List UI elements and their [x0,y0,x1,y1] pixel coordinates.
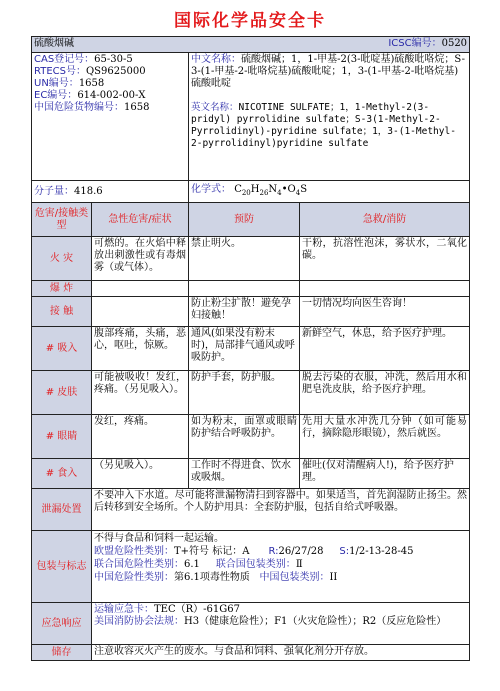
identifier-list: CAS登记号：65-30-5 RTECS号：QS9625000 UN编号：1658 EC编号：614-002-00-X 中国危险货物编号：1658 [32,53,189,181]
chemical-name: 硫酸烟碱 [32,37,335,53]
hazard-first-aid: 新鲜空气，休息，给予医疗护理。 [300,327,470,371]
spill-label: 泄漏处置 [32,489,92,531]
hazard-label: # 食入 [32,459,92,489]
hazard-row [32,281,470,297]
col-header-first-aid: 急救/消防 [300,203,470,237]
packaging-details: 不得与食品和饲料一起运输。 欧盟危险性类别：T+符号 标记：A R:26/27/28 S:1/2-13-28-45 联合国危险性类别：6.1 联合国包装类别：Ⅱ 中国危险性类别：第6.1项毒性物质 中国包装类别：II [92,531,470,603]
hazard-label: 火 灾 [32,237,92,281]
emergency-row [32,603,470,645]
hazard-first-aid: 一切情况均向医生咨询！ [300,297,470,327]
hazard-row [32,297,470,327]
hazard-symptoms: 腹部疼痛，头痛，恶心，呕吐，惊厥。 [92,327,189,371]
card-title: 国际化学品安全卡 [174,11,326,31]
storage-text: 注意收容灭火产生的废水。与食品和饲料、强氧化剂分开存放。 [92,645,470,661]
hazard-header-row [32,203,470,237]
hazard-prevention: 工作时不得进食、饮水或吸烟。 [189,459,300,489]
hazard-row [32,327,470,371]
packaging-row [32,531,470,603]
identifiers-row [32,53,470,181]
hazard-first-aid: 先用大量水冲洗几分钟（如可能易行，摘除隐形眼镜），然后就医。 [300,415,470,459]
hazard-first-aid [300,281,470,297]
emergency-details: 运输应急卡：TEC（R）-61G67 美国消防协会法规：H3（健康危险性）；F1（火灾危险性）；R2（反应危险性） [92,603,470,645]
chinese-name: 中文名称：硫酸烟碱；1，1-甲基-2(3-吡啶基)硫酸吡咯烷；S-3-(1-甲基-2-吡咯烷基)硫酸吡啶；1，3-(1-甲基-2-吡咯烷基)硫酸吡啶 [191,54,465,89]
col-header-type: 危害/接触类型 [32,203,92,237]
hazard-label: # 眼睛 [32,415,92,459]
safety-card-table [31,36,470,661]
spill-row [32,489,470,531]
hazard-prevention: 禁止明火。 [189,237,300,281]
col-header-prevention: 预防 [189,203,300,237]
hazard-row [32,415,470,459]
formula-row [32,181,470,203]
hazard-label: # 皮肤 [32,371,92,415]
hazard-row [32,237,470,281]
english-name: 英文名称：NICOTINE SULFATE；1，1-Methyl-2(3-pridyl) pyrrolidine sulfate；S-3(1-Methyl-2-Pyrrolidinyl)-pyridine sulfate；1，3-(1-Methyl-2-pyrrolidinyl)pyridine sulfate [191,102,456,149]
chemical-names [189,53,470,181]
hazard-prevention [189,281,300,297]
col-header-symptoms: 急性危害/症状 [92,203,189,237]
hazard-prevention: 防护手套，防护服。 [189,371,300,415]
storage-label: 储存 [32,645,92,661]
hazard-symptoms [92,297,189,327]
storage-row [32,645,470,661]
hazard-row [32,459,470,489]
hazard-label: 接 触 [32,297,92,327]
name-row [32,37,470,53]
packaging-label: 包装与标志 [32,531,92,603]
hazard-first-aid: 脱去污染的衣服，冲洗，然后用水和肥皂洗皮肤，给予医疗护理。 [300,371,470,415]
hazard-label: 爆 炸 [32,281,92,297]
hazard-symptoms: 可能被吸收！发红，疼痛。（另见吸入）。 [92,371,189,415]
spill-text: 不要冲入下水道。尽可能将泄漏物清扫到容器中。如果适当，首先润湿防止扬尘。然后转移到安全场所。个人防护用具：全套防护服，包括自给式呼吸器。 [92,489,470,531]
emergency-label: 应急响应 [32,603,92,645]
hazard-prevention: 通风(如果没有粉末时)，局部排气通风或呼吸防护。 [189,327,300,371]
icsc-number: ICSC编号：0520 [335,37,470,53]
hazard-row [32,371,470,415]
hazard-first-aid: 催吐(仅对清醒病人!)，给予医疗护理。 [300,459,470,489]
hazard-label: # 吸入 [32,327,92,371]
hazard-symptoms: 可燃的。在火焰中释放出刺激性或有毒烟雾（或气体）。 [92,237,189,281]
chemical-formula: 化学式： $C_{20}H_{26}N_4•O_4S$ [189,181,470,203]
hazard-symptoms [92,281,189,297]
hazard-symptoms: （另见吸入）。 [92,459,189,489]
hazard-prevention: 防止粉尘扩散！避免孕妇接触！ [189,297,300,327]
hazard-symptoms: 发红，疼痛。 [92,415,189,459]
hazard-prevention: 如为粉末，面罩或眼睛防护结合呼吸防护。 [189,415,300,459]
hazard-first-aid: 干粉，抗溶性泡沫，雾状水，二氧化碳。 [300,237,470,281]
molecular-weight: 分子量：418.6 [32,181,189,203]
